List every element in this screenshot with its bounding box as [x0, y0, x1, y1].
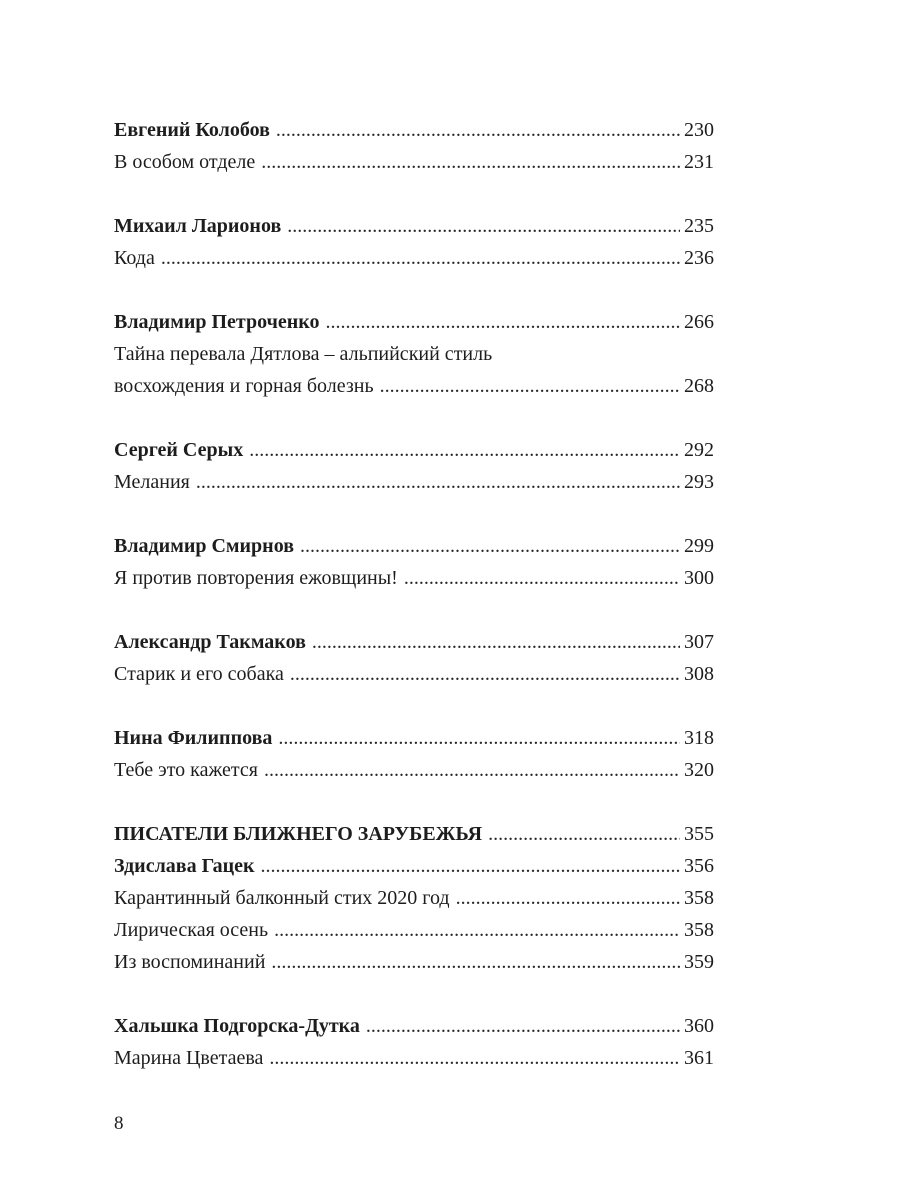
- dot-leader: [274, 914, 680, 946]
- dot-leader: [249, 434, 680, 466]
- dot-leader: [290, 658, 680, 690]
- author-name: Сергей Серых: [114, 439, 244, 461]
- page-ref: 300: [684, 567, 714, 589]
- author-name: Михаил Ларионов: [114, 215, 282, 237]
- work-title: Тебе это кажется: [114, 759, 258, 781]
- author-name: Владимир Смирнов: [114, 535, 295, 557]
- page-ref: 318: [684, 727, 714, 749]
- author-name: Александр Такмаков: [114, 631, 306, 653]
- author-name: Владимир Петроченко: [114, 311, 320, 333]
- toc-author-entry[interactable]: [114, 114, 714, 146]
- table-of-contents: [114, 114, 714, 1074]
- toc-author-entry[interactable]: [114, 626, 714, 658]
- toc-work-entry[interactable]: [114, 466, 714, 498]
- dot-leader: [287, 210, 680, 242]
- toc-work-entry[interactable]: [114, 882, 714, 914]
- page-ref: 358: [684, 919, 714, 941]
- toc-author-entry[interactable]: [114, 850, 714, 882]
- page-ref: 230: [684, 119, 714, 141]
- work-title: Мелания: [114, 471, 190, 493]
- toc-author-entry[interactable]: [114, 530, 714, 562]
- page-ref: 320: [684, 759, 714, 781]
- dot-leader: [196, 466, 680, 498]
- dot-leader: [380, 370, 680, 402]
- author-name: Нина Филиппова: [114, 727, 273, 749]
- work-title: Старик и его собака: [114, 663, 284, 685]
- page-ref: 236: [684, 247, 714, 269]
- author-name: Евгений Колобов: [114, 119, 270, 141]
- page-ref: 268: [684, 375, 714, 397]
- dot-leader: [161, 242, 680, 274]
- dot-leader: [276, 114, 680, 146]
- page-ref: 235: [684, 215, 714, 237]
- dot-leader: [488, 818, 680, 850]
- toc-work-entry-line1[interactable]: [114, 338, 714, 370]
- dot-leader: [278, 722, 680, 754]
- work-title: восхождения и горная болезнь: [114, 375, 374, 397]
- toc-author-entry[interactable]: [114, 210, 714, 242]
- dot-leader: [271, 946, 680, 978]
- toc-work-entry[interactable]: [114, 146, 714, 178]
- page-number: 8: [114, 1113, 124, 1134]
- dot-leader: [404, 562, 680, 594]
- dot-leader: [261, 850, 681, 882]
- toc-work-entry[interactable]: [114, 658, 714, 690]
- toc-author-entry[interactable]: [114, 306, 714, 338]
- toc-work-entry[interactable]: [114, 1042, 714, 1074]
- page-ref: 360: [684, 1015, 714, 1037]
- work-title: В особом отделе: [114, 151, 256, 173]
- page-ref: 355: [684, 823, 714, 845]
- dot-leader: [261, 146, 680, 178]
- page-ref: 307: [684, 631, 714, 653]
- dot-leader: [312, 626, 680, 658]
- work-title-line1: Тайна перевала Дятлова – альпийский стиль: [114, 343, 493, 365]
- page-ref: 266: [684, 311, 714, 333]
- toc-work-entry[interactable]: [114, 914, 714, 946]
- page-ref: 231: [684, 151, 714, 173]
- work-title: Я против повторения ежовщины!: [114, 567, 398, 589]
- author-name: Здислава Гацек: [114, 855, 255, 877]
- dot-leader: [456, 882, 680, 914]
- page-ref: 293: [684, 471, 714, 493]
- work-title: Марина Цветаева: [114, 1047, 264, 1069]
- toc-work-entry[interactable]: [114, 242, 714, 274]
- work-title: Из воспоминаний: [114, 951, 266, 973]
- work-title: Карантинный балконный стих 2020 год: [114, 887, 450, 909]
- dot-leader: [300, 530, 680, 562]
- dot-leader: [326, 306, 680, 338]
- section-title: ПИСАТЕЛИ БЛИЖНЕГО ЗАРУБЕЖЬЯ: [114, 823, 483, 845]
- dot-leader: [264, 754, 680, 786]
- toc-section-entry[interactable]: [114, 818, 714, 850]
- page-ref: 308: [684, 663, 714, 685]
- page-ref: 361: [684, 1047, 714, 1069]
- toc-author-entry[interactable]: [114, 434, 714, 466]
- toc-work-entry[interactable]: [114, 946, 714, 978]
- toc-work-entry[interactable]: [114, 562, 714, 594]
- work-title: Кода: [114, 247, 155, 269]
- dot-leader: [269, 1042, 680, 1074]
- author-name: Хальшка Подгорска-Дутка: [114, 1015, 360, 1037]
- page-ref: 292: [684, 439, 714, 461]
- dot-leader: [366, 1010, 680, 1042]
- toc-author-entry[interactable]: [114, 1010, 714, 1042]
- toc-work-entry[interactable]: [114, 370, 714, 402]
- work-title: Лирическая осень: [114, 919, 269, 941]
- toc-author-entry[interactable]: [114, 722, 714, 754]
- toc-work-entry[interactable]: [114, 754, 714, 786]
- page-ref: 358: [684, 887, 714, 909]
- page-ref: 356: [684, 855, 714, 877]
- page-ref: 299: [684, 535, 714, 557]
- page-ref: 359: [684, 951, 714, 973]
